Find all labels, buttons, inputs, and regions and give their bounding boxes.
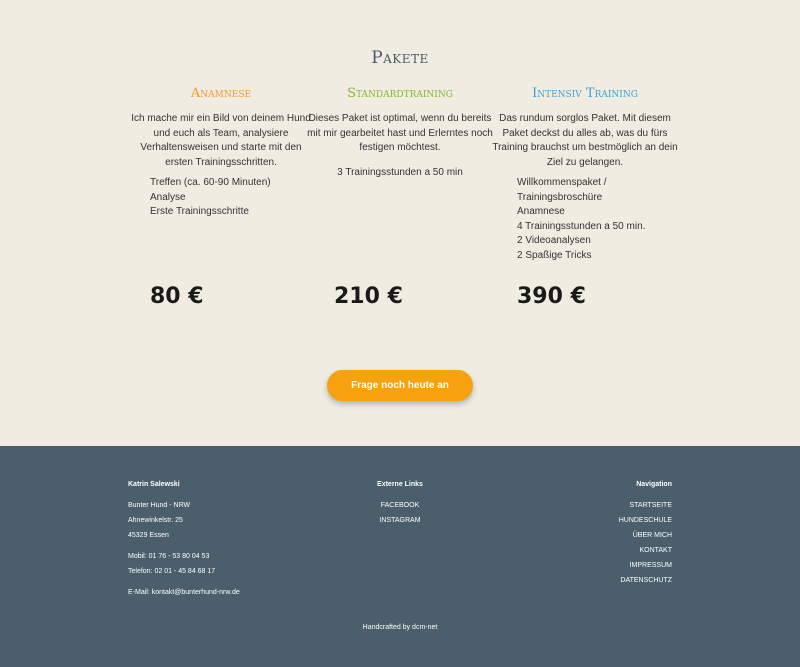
price-intensiv-training: 390 € bbox=[517, 284, 586, 309]
section-title: Pakete bbox=[371, 48, 429, 68]
footer-external-heading: Externe Links bbox=[377, 481, 423, 488]
price-anamnese: 80 € bbox=[150, 284, 204, 309]
package-items bbox=[517, 176, 657, 263]
footer-navigation bbox=[619, 477, 672, 588]
package-anamnese bbox=[126, 86, 316, 220]
footer-contact-heading: Katrin Salewski bbox=[128, 481, 180, 488]
facebook-link[interactable]: FACEBOOK bbox=[380, 502, 420, 509]
package-standardtraining bbox=[305, 86, 495, 180]
footer-contact bbox=[128, 477, 240, 600]
address-line: Ahnewinkelstr. 25 bbox=[128, 517, 183, 524]
package-title: Intensiv Training bbox=[532, 86, 638, 101]
list-item: 3 Trainingsstunden a 50 min bbox=[337, 166, 463, 178]
address-line: Bunter Hund - NRW bbox=[128, 502, 191, 509]
email-address[interactable]: E-Mail: kontakt@bunterhund-nrw.de bbox=[128, 589, 240, 596]
nav-link-startseite[interactable]: STARTSEITE bbox=[629, 502, 672, 509]
footer bbox=[0, 446, 800, 667]
package-items bbox=[150, 176, 316, 220]
address-line: 45329 Essen bbox=[128, 532, 169, 539]
list-item: 2 Videoanalysen bbox=[517, 235, 591, 246]
package-description: Das rundum sorglos Paket. Mit diesem Paket deckst du alles ab, was du fürs Training brauchst um bestmöglich an dein Ziel zu gelangen. bbox=[492, 113, 678, 168]
request-button[interactable]: Frage noch heute an bbox=[327, 370, 473, 401]
nav-link-datenschutz[interactable]: DATENSCHUTZ bbox=[620, 577, 672, 584]
instagram-link[interactable]: INSTAGRAM bbox=[379, 517, 421, 524]
nav-link-ueber-mich[interactable]: ÜBER MICH bbox=[632, 532, 672, 539]
package-description: Dieses Paket ist optimal, wenn du bereits mit mir gearbeitet hast und Erlerntes noch festigen möchtest. bbox=[307, 113, 493, 153]
list-item: Anamnese bbox=[517, 206, 565, 217]
list-item: 4 Trainingsstunden a 50 min. bbox=[517, 220, 646, 232]
list-item: Treffen (ca. 60-90 Minuten) bbox=[150, 177, 271, 188]
package-description: Ich mache mir ein Bild von deinem Hund und euch als Team, analysiere Verhaltensweisen und starte mit den ersten Trainingsschritten. bbox=[131, 113, 311, 168]
footer-nav-heading: Navigation bbox=[636, 481, 672, 488]
list-item: Analyse bbox=[150, 191, 186, 203]
mobile-number: Mobil: 01 76 - 53 80 04 53 bbox=[128, 553, 210, 560]
phone-number: Telefon: 02 01 - 45 84 68 17 bbox=[128, 568, 216, 575]
list-item: Erste Trainingsschritte bbox=[150, 206, 249, 217]
price-standardtraining: 210 € bbox=[334, 284, 403, 309]
package-intensiv-training bbox=[490, 86, 680, 263]
list-item: 2 Spaßige Tricks bbox=[517, 249, 592, 261]
package-title: Anamnese bbox=[190, 86, 252, 101]
nav-link-kontakt[interactable]: KONTAKT bbox=[639, 547, 672, 554]
package-title: Standardtraining bbox=[347, 86, 453, 101]
footer-external-links bbox=[350, 477, 450, 528]
footer-credit: Handcrafted by dcm-net bbox=[362, 624, 438, 631]
list-item: Willkommenspaket / Trainingsbroschüre bbox=[517, 177, 607, 203]
nav-link-hundeschule[interactable]: HUNDESCHULE bbox=[618, 517, 672, 524]
nav-link-impressum[interactable]: IMPRESSUM bbox=[629, 562, 672, 569]
